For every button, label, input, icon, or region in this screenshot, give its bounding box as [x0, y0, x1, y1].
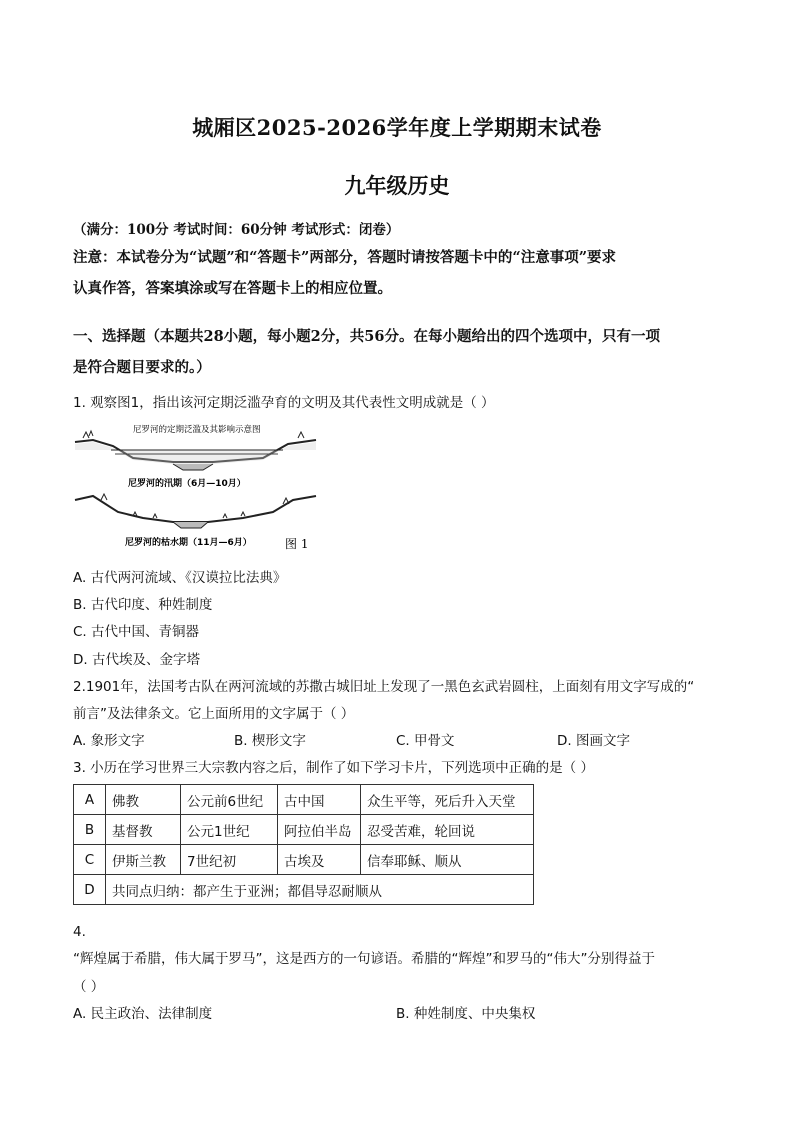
table-cell: 古中国	[278, 785, 361, 815]
table-cell: 忍受苦难，轮回说	[361, 815, 534, 845]
table-row	[74, 845, 534, 875]
section-heading-line-2: 是符合题目要求的。）	[73, 359, 211, 376]
table-cell: 众生平等，死后升入天堂	[361, 785, 534, 815]
table-row	[74, 785, 534, 815]
q1-stem: 1. 观察图1，指出该河定期泛滥孕育的文明及其代表性文明成就是（ ）	[73, 395, 495, 411]
table-cell: A	[74, 785, 106, 815]
religion-card-table	[73, 784, 534, 905]
table-cell: D	[74, 875, 106, 905]
dry-label: 尼罗河的枯水期（11月—6月）	[125, 538, 252, 548]
table-cell: 7世纪初	[181, 845, 278, 875]
table-cell: 阿拉伯半岛	[278, 815, 361, 845]
notice-line-1: 注意：本试卷分为“试题”和“答题卡”两部分，答题时请按答题卡中的“注意事项”要求	[73, 249, 617, 266]
q4-number: 4.	[73, 924, 86, 940]
q4-line-2: （ ）	[73, 979, 105, 995]
table-cell: 古埃及	[278, 845, 361, 875]
q4-option-a: A. 民主政治、法律制度	[73, 1006, 213, 1022]
table-row	[74, 815, 534, 845]
flood-label: 尼罗河的汛期（6月—10月）	[128, 479, 246, 489]
q1-option-c: C. 古代中国、青铜器	[73, 624, 200, 640]
q2-option-b: B. 楔形文字	[234, 733, 306, 749]
table-cell: 公元前6世纪	[181, 785, 278, 815]
table-cell: 基督教	[106, 815, 181, 845]
table-cell: 佛教	[106, 785, 181, 815]
q1-option-a: A. 古代两河流域、《汉谟拉比法典》	[73, 570, 287, 586]
nile-diagram	[73, 420, 318, 560]
q2-option-a: A. 象形文字	[73, 733, 145, 749]
exam-title: 城厢区2025-2026学年度上学期期末试卷	[192, 115, 602, 140]
table-cell: 信奉耶稣、顺从	[361, 845, 534, 875]
nile-figure	[73, 420, 318, 560]
table-cell: 公元1世纪	[181, 815, 278, 845]
table-cell: 伊斯兰教	[106, 845, 181, 875]
q2-option-d: D. 图画文字	[557, 733, 630, 749]
q2-option-c: C. 甲骨文	[396, 733, 455, 749]
q2-line-1: 2.1901年，法国考古队在两河流域的苏撒古城旧址上发现了一黑色玄武岩圆柱，上面刻有用文字写成的“	[73, 679, 695, 695]
q2-line-2: 前言”及法律条文。它上面所用的文字属于（ ）	[73, 706, 355, 722]
q4-option-b: B. 种姓制度、中央集权	[396, 1006, 536, 1022]
exam-subject: 九年级历史	[344, 173, 450, 198]
q1-option-b: B. 古代印度、种姓制度	[73, 597, 213, 613]
table-row	[74, 875, 534, 905]
table-cell: B	[74, 815, 106, 845]
figure-number: 图 1	[285, 537, 309, 551]
q3-stem: 3. 小历在学习世界三大宗教内容之后，制作了如下学习卡片，下列选项中正确的是（ ）	[73, 760, 594, 776]
figure-title: 尼罗河的定期泛滥及其影响示意图	[133, 425, 261, 435]
exam-info: （满分：100分 考试时间：60分钟 考试形式：闭卷）	[73, 222, 400, 238]
notice-line-2: 认真作答，答案填涂或写在答题卡上的相应位置。	[73, 280, 392, 297]
section-heading-line-1: 一、选择题（本题共28小题，每小题2分，共56分。在每小题给出的四个选项中，只有一项	[73, 328, 660, 345]
q4-line-1: “辉煌属于希腊，伟大属于罗马”，这是西方的一句谚语。希腊的“辉煌”和罗马的“伟大”分别得益于	[73, 951, 655, 967]
q1-option-d: D. 古代埃及、金字塔	[73, 652, 200, 668]
table-cell: 共同点归纳：都产生于亚洲；都倡导忍耐顺从	[106, 875, 534, 905]
table-cell: C	[74, 845, 106, 875]
